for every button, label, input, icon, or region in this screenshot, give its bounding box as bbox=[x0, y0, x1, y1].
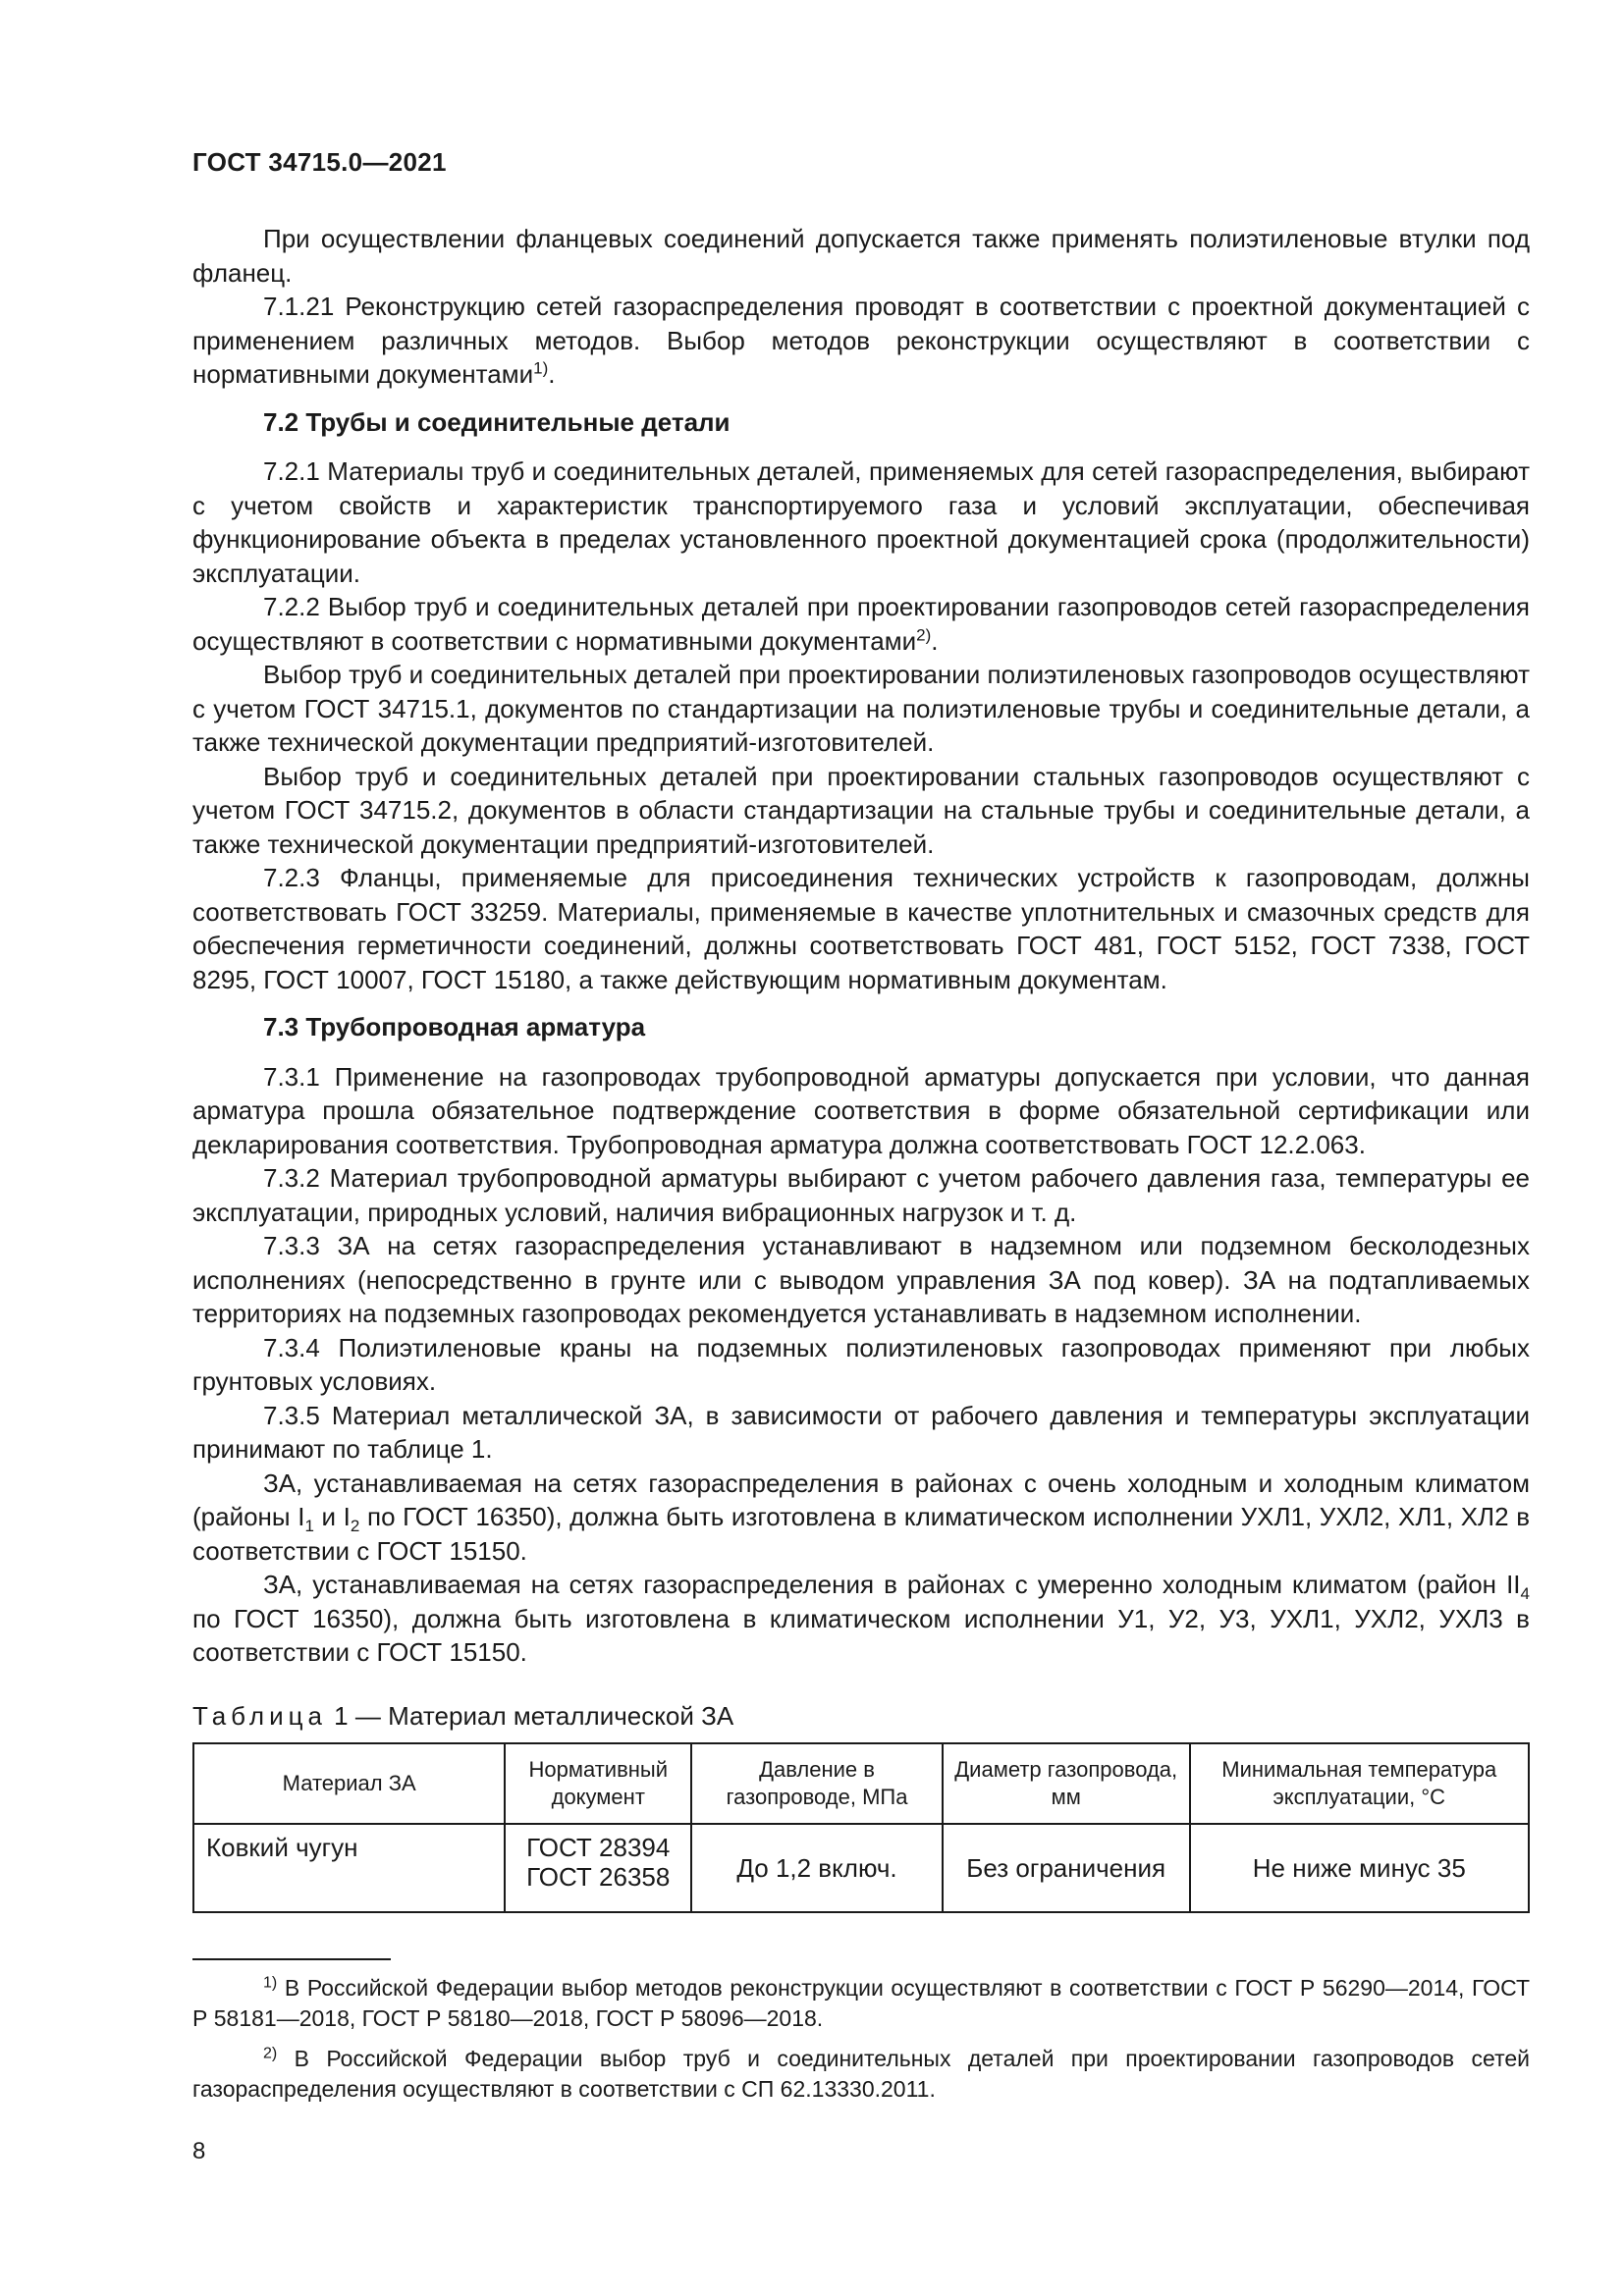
table-header-cell: Минимальная температура эксплуатации, °С bbox=[1190, 1743, 1529, 1824]
paragraph-7-3-1: 7.3.1 Применение на газопроводах трубопроводной арматуры допускается при условии, что данная арматура прошла обязательное подтверждение соответствия в форме обязательной сертификации или декларирования соответствия. Трубопроводная арматура должна соответствовать ГОСТ 12.2.063. bbox=[192, 1061, 1530, 1159]
table-cell-pressure: До 1,2 включ. bbox=[691, 1824, 943, 1912]
table-header-cell: Диаметр газопровода, мм bbox=[943, 1743, 1190, 1824]
table-cell-diameter: Без ограничения bbox=[943, 1824, 1190, 1912]
paragraph: Выбор труб и соединительных деталей при проектировании полиэтиленовых газопроводов осуществляют с учетом ГОСТ 34715.1, документов по стандартизации на полиэтиленовые трубы и соединительные детали, а также технической документации предприятий-изготовителей. bbox=[192, 660, 1530, 757]
table-header-cell: Нормативный документ bbox=[505, 1743, 691, 1824]
table-header-row bbox=[193, 1743, 1529, 1824]
paragraph-7-1-21: 7.1.21 Реконструкцию сетей газораспределения проводят в соответствии с проектной документацией с применением различных методов. Выбор методов реконструкции осуществляют в соответствии с нормативными документами$^{1)}$. bbox=[192, 292, 1530, 389]
body-text bbox=[192, 222, 1530, 1913]
footnotes bbox=[192, 1973, 1530, 2114]
table-header-cell: Материал ЗА bbox=[193, 1743, 505, 1824]
paragraph: Выбор труб и соединительных деталей при проектировании стальных газопроводов осуществляют с учетом ГОСТ 34715.2, документов в области стандартизации на стальные трубы и соединительные детали, а также технической документации предприятий-изготовителей. bbox=[192, 761, 1530, 859]
footnote-1: $^{1)}$ В Российской Федерации выбор методов реконструкции осуществляют в соответствии с ГОСТ Р 56290—2014, ГОСТ Р 58181—2018, ГОСТ Р 58180—2018, ГОСТ Р 58096—2018. bbox=[192, 1974, 1530, 2031]
table-cell-docs: ГОСТ 28394 ГОСТ 26358 bbox=[505, 1824, 691, 1912]
table-row bbox=[193, 1824, 1529, 1912]
document-header: ГОСТ 34715.0—2021 bbox=[192, 147, 447, 177]
footnote-separator bbox=[192, 1958, 391, 1960]
section-heading-7-3: 7.3 Трубопроводная арматура bbox=[263, 1012, 646, 1041]
page-number: 8 bbox=[192, 2138, 206, 2164]
paragraph-7-3-2: 7.3.2 Материал трубопроводной арматуры выбирают с учетом рабочего давления газа, температуры ее эксплуатации, природных условий, наличия вибрационных нагрузок и т. д. bbox=[192, 1163, 1530, 1227]
paragraph-7-3-4: 7.3.4 Полиэтиленовые краны на подземных полиэтиленовых газопроводах применяют при любых грунтовых условиях. bbox=[192, 1332, 1530, 1396]
paragraph-7-3-5: 7.3.5 Материал металлической ЗА, в зависимости от рабочего давления и температуры эксплуатации принимают по таблице 1. bbox=[192, 1400, 1530, 1464]
footnote-ref-2[interactable]: 2) bbox=[916, 624, 932, 644]
paragraph-7-2-3: 7.2.3 Фланцы, применяемые для присоединения технических устройств к газопроводам, должны соответствовать ГОСТ 33259. Материалы, применяемые в качестве уплотнительных и смазочных средств для обеспечения герметичности соединений, должны соответствовать ГОСТ 481, ГОСТ 5152, ГОСТ 7338, ГОСТ 8295, ГОСТ 10007, ГОСТ 15180, а также действующим нормативным документам. bbox=[192, 863, 1530, 994]
table-cell-temperature: Не ниже минус 35 bbox=[1190, 1824, 1529, 1912]
paragraph-7-2-1: 7.2.1 Материалы труб и соединительных деталей, применяемых для сетей газораспределения, выбирают с учетом свойств и характеристик транспортируемого газа и условий эксплуатации, обеспечивая функционирование объекта в пределах установленного проектной документацией срока (продолжительности) эксплуатации. bbox=[192, 456, 1530, 588]
section-heading-7-2: 7.2 Трубы и соединительные детали bbox=[263, 406, 731, 437]
paragraph: ЗА, устанавливаемая на сетях газораспределения в районах с умеренно холодным климатом (район $II_4$ по ГОСТ 16350), должна быть изготовлена в климатическом исполнении У1, У2, У3, УХЛ1, УХЛ2, УХЛ3 в соответствии с ГОСТ 15150. bbox=[192, 1570, 1530, 1667]
table-caption: Таблица 1 — Материал металлической ЗА bbox=[192, 1700, 734, 1731]
material-table bbox=[192, 1742, 1530, 1913]
table-header-cell: Давление в газопроводе, МПа bbox=[691, 1743, 943, 1824]
paragraph-7-2-2: 7.2.2 Выбор труб и соединительных деталей при проектировании газопроводов сетей газораспределения осуществляют в соответствии с нормативными документами$^{2)}$. bbox=[192, 592, 1530, 656]
paragraph-7-3-3: 7.3.3 ЗА на сетях газораспределения устанавливают в надземном или подземном бесколодезных исполнениях (непосредственно в грунте или с выводом управления ЗА под ковер). ЗА на подтапливаемых территориях на подземных газопроводах рекомендуется устанавливать в надземном исполнении. bbox=[192, 1231, 1530, 1328]
footnote-ref-1[interactable]: 1) bbox=[533, 358, 549, 378]
paragraph: ЗА, устанавливаемая на сетях газораспределения в районах с очень холодным и холодным климатом (районы $I_1$ и $I_2$ по ГОСТ 16350), должна быть изготовлена в климатическом исполнении УХЛ1, УХЛ2, ХЛ1, ХЛ2 в соответствии с ГОСТ 15150. bbox=[192, 1468, 1531, 1566]
footnote-2: $^{2)}$ В Российской Федерации выбор труб и соединительных деталей при проектировании газопроводов сетей газораспределения осуществляют в соответствии с СП 62.13330.2011. bbox=[192, 2045, 1530, 2102]
paragraph: При осуществлении фланцевых соединений допускается также применять полиэтиленовые втулки под фланец. bbox=[192, 224, 1530, 288]
table-cell-material: Ковкий чугун bbox=[193, 1824, 505, 1912]
